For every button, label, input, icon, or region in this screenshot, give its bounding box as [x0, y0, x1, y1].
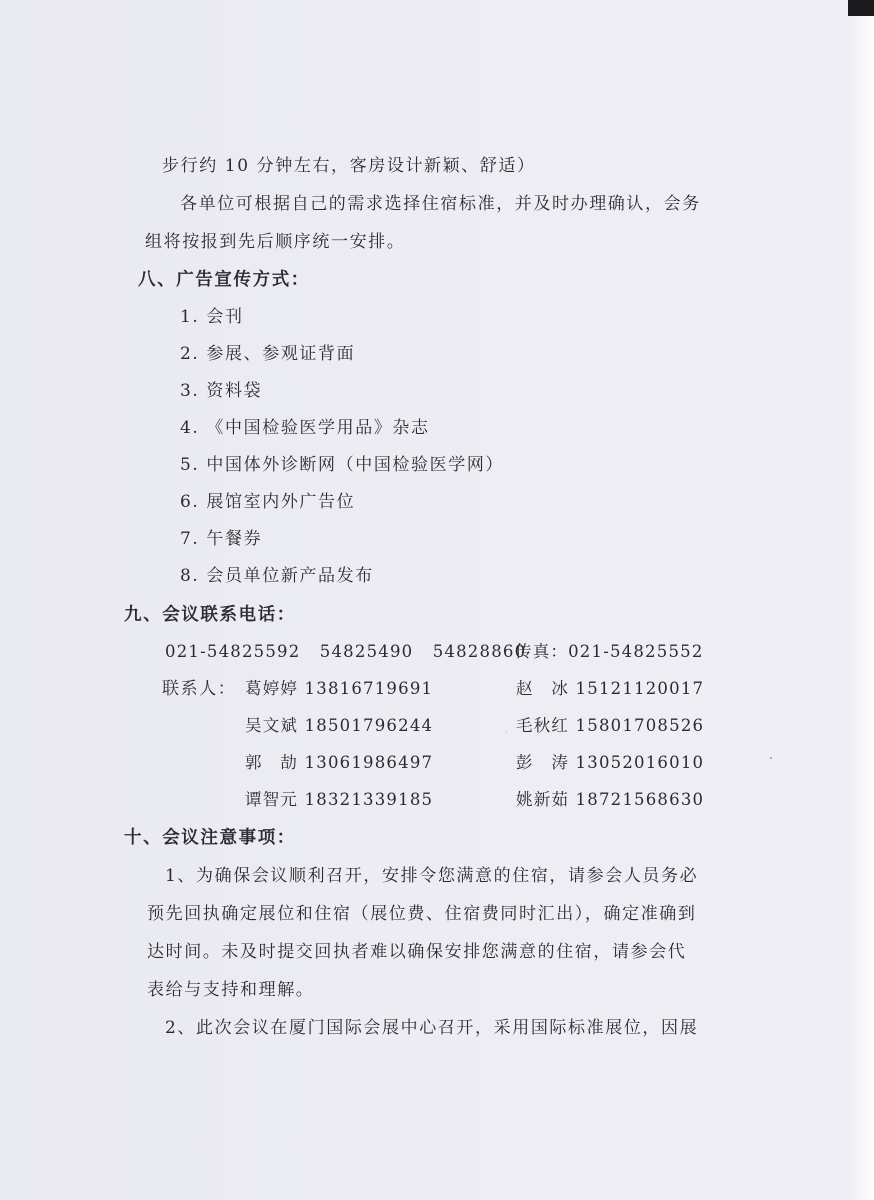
section10-para1-line-2: 预先回执确定展位和住宿（展位费、住宿费同时汇出），确定准确到	[147, 904, 697, 924]
section8-item-6: 6. 展馆室内外广告位	[180, 492, 356, 512]
scan-edge	[846, 0, 874, 1200]
section8-item-8: 8. 会员单位新产品发布	[180, 566, 374, 586]
contact-right-1: 赵 冰 15121120017	[516, 679, 705, 698]
section8-item-2: 2. 参展、参观证背面	[180, 344, 356, 364]
fax-number: 传真：021-54825552	[515, 642, 704, 661]
intro-line-1: 步行约 10 分钟左右，客房设计新颖、舒适）	[162, 156, 536, 176]
contact-left-2: 吴文斌 18501796244	[245, 716, 434, 735]
section8-item-3: 3. 资料袋	[180, 381, 263, 401]
section8-item-7: 7. 午餐券	[180, 529, 263, 549]
section8-item-4: 4. 《中国检验医学用品》杂志	[180, 418, 430, 438]
contact-left-3: 郭 劼 13061986497	[245, 753, 434, 772]
contact-left-4: 谭智元 18321339185	[245, 790, 434, 809]
scan-corner-mark	[848, 0, 874, 16]
section10-para2-line-1: 2、此次会议在厦门国际会展中心召开，采用国际标准展位，因展	[165, 1018, 699, 1038]
contact-right-4: 姚新茹 18721568630	[516, 790, 705, 809]
section8-item-1: 1. 会刊	[180, 307, 244, 327]
contacts-label: 联系人：	[162, 679, 237, 699]
section9-heading: 九、会议联系电话：	[124, 605, 296, 625]
contact-right-2: 毛秋红 15801708526	[516, 716, 705, 735]
section8-heading: 八、广告宣传方式：	[138, 270, 310, 290]
section8-item-5: 5. 中国体外诊断网（中国检验医学网）	[180, 455, 505, 475]
section10-heading: 十、会议注意事项：	[124, 828, 296, 848]
scan-speck	[506, 731, 507, 732]
scan-speck	[770, 757, 772, 759]
intro-line-2: 各单位可根据自己的需求选择住宿标准，并及时办理确认，会务	[180, 194, 701, 214]
contact-right-3: 彭 涛 13052016010	[516, 753, 705, 772]
section10-para1-line-1: 1、为确保会议顺利召开，安排令您满意的住宿，请参会人员务必	[165, 866, 699, 886]
contact-left-1: 葛婷婷 13816719691	[245, 679, 434, 698]
section10-para1-line-3: 达时间。未及时提交回执者难以确保安排您满意的住宿，请参会代	[147, 942, 687, 962]
intro-line-3: 组将按报到先后顺序统一安排。	[145, 232, 406, 252]
phone-numbers: 021-54825592 54825490 54828860	[165, 642, 527, 661]
section10-para1-line-4: 表给与支持和理解。	[147, 980, 315, 1000]
